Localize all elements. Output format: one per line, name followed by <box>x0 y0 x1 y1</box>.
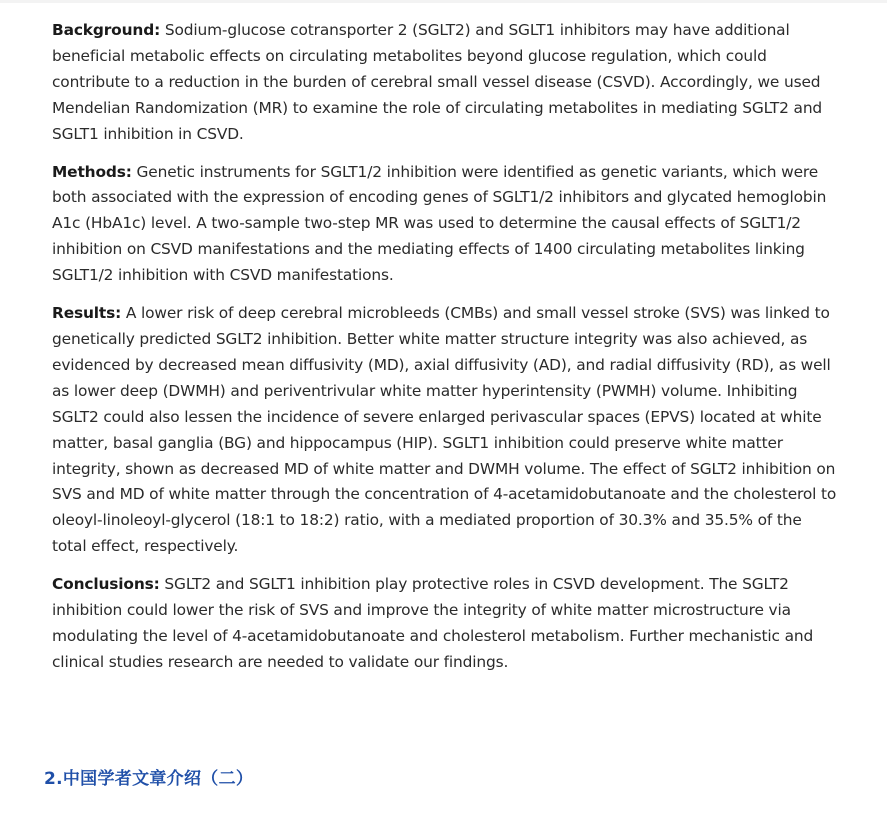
section-heading: 2.中国学者文章介绍（二） <box>44 769 254 789</box>
methods-text: Genetic instruments for SGLT1/2 inhibition were identified as genetic variants, which were both associated with the expression of encoding genes of SGLT1/2 inhibitors and glycated hemoglobin A1c (HbA1c) level. A two-sample two-step MR was used to determine the causal effects of SGLT1/2 inhibition on CSVD manifestations and the mediating effects of 1400 circulating metabolites linking SGLT1/2 inhibition with CSVD manifestations. <box>52 162 827 285</box>
abstract-conclusions <box>52 572 837 676</box>
top-divider <box>0 0 887 3</box>
abstract-background <box>52 18 837 148</box>
abstract-methods <box>52 160 837 290</box>
conclusions-text: SGLT2 and SGLT1 inhibition play protective roles in CSVD development. The SGLT2 inhibition could lower the risk of SVS and improve the integrity of white matter microstructure via modulating the level of 4-acetamidobutanoate and cholesterol metabolism. Further mechanistic and clinical studies research are needed to validate our findings. <box>52 575 814 671</box>
background-text: Sodium-glucose cotransporter 2 (SGLT2) and SGLT1 inhibitors may have additional beneficial metabolic effects on circulating metabolites beyond glucose regulation, which could contribute to a reduction in the burden of cerebral small vessel disease (CSVD). Accordingly, we used Mendelian Randomization (MR) to examine the role of circulating metabolites in mediating SGLT2 and SGLT1 inhibition in CSVD. <box>52 21 823 143</box>
results-text: A lower risk of deep cerebral microbleeds (CMBs) and small vessel stroke (SVS) was linked to genetically predicted SGLT2 inhibition. Better white matter structure integrity was also achieved, as evidenced by decreased mean diffusivity (MD), axial diffusivity (AD), and radial diffusivity (RD), as well as lower deep (DWMH) and periventrivular white matter hyperintensity (PWMH) volume. Inhibiting SGLT2 could also lessen the incidence of severe enlarged perivascular spaces (EPVS) located at white matter, basal ganglia (BG) and hippocampus (HIP). SGLT1 inhibition could preserve white matter integrity, shown as decreased MD of white matter and DWMH volume. The effect of SGLT2 inhibition on SVS and MD of white matter through the concentration of 4-acetamidobutanoate and the cholesterol to oleoyl-linoleoyl-glycerol (18:1 to 18:2) ratio, with a mediated proportion of 30.3% and 35.5% of the total effect, respectively. <box>52 304 837 556</box>
background-label: Background: <box>52 21 161 39</box>
results-label: Results: <box>52 304 122 323</box>
abstract-results <box>52 301 837 560</box>
methods-label: Methods: <box>52 162 132 181</box>
abstract <box>52 18 837 688</box>
conclusions-label: Conclusions: <box>52 575 160 594</box>
